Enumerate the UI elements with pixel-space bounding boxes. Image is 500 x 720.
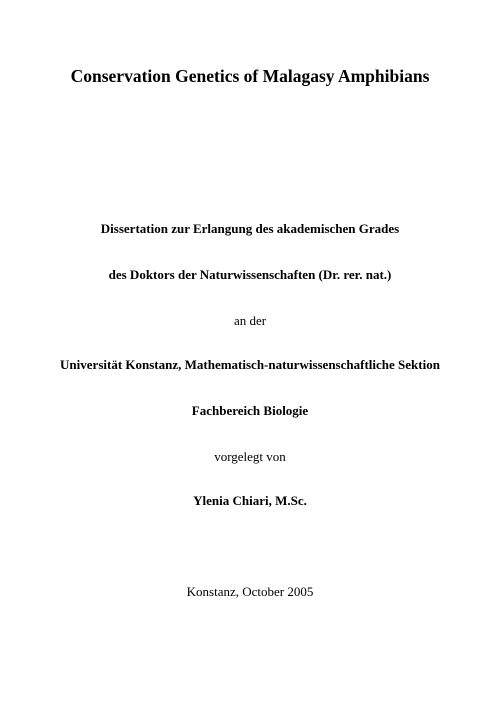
university-name: Universität Konstanz, Mathematisch-naturwissenschaftliche Sektion	[60, 357, 440, 372]
submitted-by-label: vorgelegt von	[214, 449, 286, 464]
thesis-title: Conservation Genetics of Malagasy Amphibians	[70, 66, 430, 86]
place-and-date: Konstanz, October 2005	[186, 584, 314, 599]
author-name: Ylenia Chiari, M.Sc.	[193, 493, 307, 508]
dissertation-statement-line-2: des Doktors der Naturwissenschaften (Dr. rer. nat.)	[108, 267, 392, 282]
dissertation-statement-line-1: Dissertation zur Erlangung des akademischen Grades	[100, 221, 400, 236]
connector-text: an der	[233, 313, 267, 328]
department-name: Fachbereich Biologie	[191, 403, 309, 418]
